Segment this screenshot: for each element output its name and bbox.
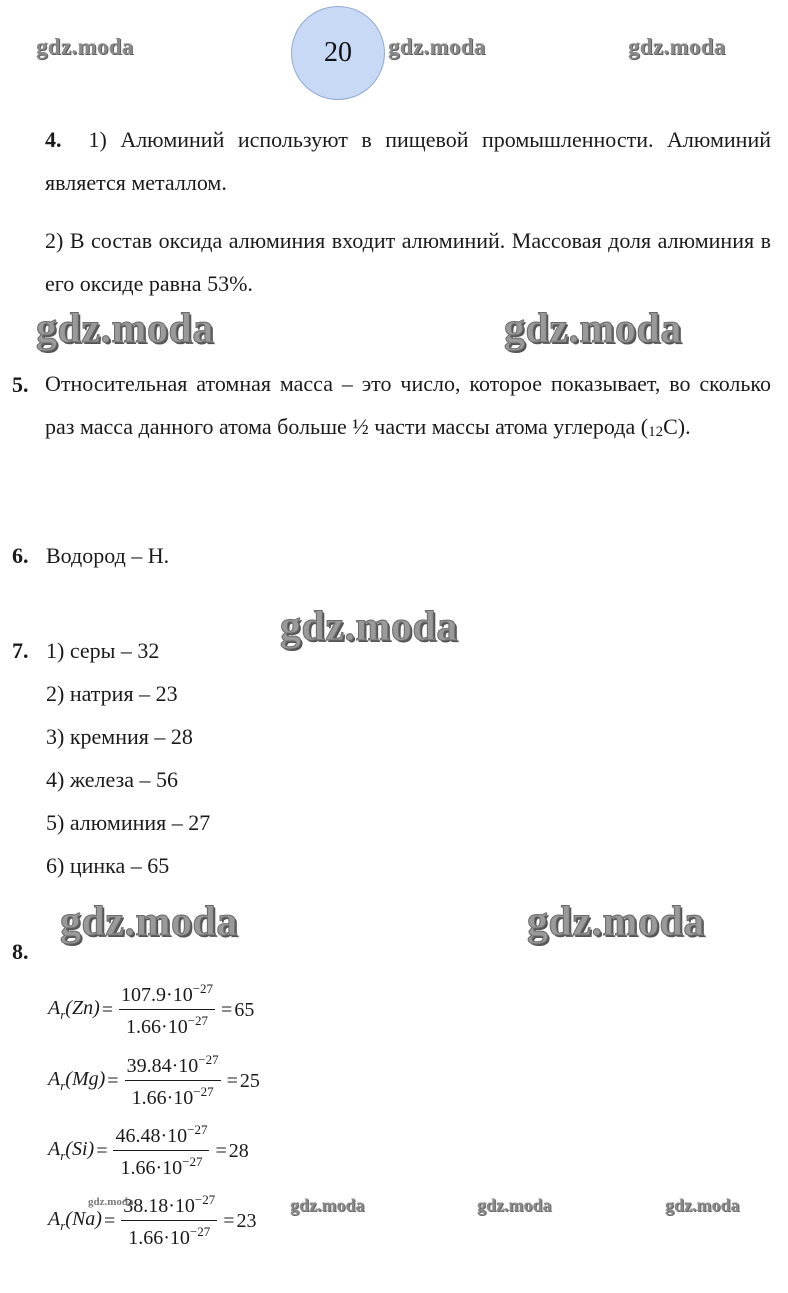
formula-na-result: 23 [236, 1209, 257, 1232]
watermark-large-center: gdz.moda [280, 604, 458, 650]
watermark-large-left: gdz.moda [36, 306, 214, 352]
formula-mg-num-exp: −27 [198, 1052, 219, 1067]
watermark-large-lower-left: gdz.moda [60, 899, 238, 945]
task4-number: 4. [45, 127, 62, 152]
watermark-bottom-2: gdz.moda [477, 1195, 552, 1215]
watermark-top-left: gdz.moda [36, 34, 134, 59]
formula-si-numerator: 46.48·10 [115, 1125, 188, 1147]
task6-number: 6. [12, 543, 29, 568]
formula-zn-numerator: 107.9·10 [121, 984, 193, 1006]
task7-item-4: 4) железа – 56 [46, 767, 178, 792]
task7-item-5: 5) алюминия – 27 [46, 810, 211, 835]
formula-mg-denominator: 1.66·10 [131, 1087, 194, 1109]
watermark-bottom-1: gdz.moda [290, 1195, 365, 1215]
formula-na: $A_r(Na)$ = $\frac{38.18\cdot 10^{-27}}{1.66\cdot 10^{-27}}$ = 23 [48, 1192, 257, 1249]
task4-paragraph-2: 2) В состав оксида алюминия входит алюминий. Массовая доля алюминия в его оксиде равна 53%. [45, 228, 771, 296]
formula-si-num-exp: −27 [187, 1122, 208, 1137]
formula-mg-den-exp: −27 [193, 1084, 214, 1099]
formula-na-numerator: 38.18·10 [123, 1195, 195, 1217]
page-number-badge: 20 [291, 6, 385, 100]
formula-si-element: Si [71, 1138, 88, 1160]
task4-text-1: 1) Алюминий используют в пищевой промышленности. Алюминий является металлом. [45, 127, 772, 195]
formula-si-den-exp: −27 [182, 1154, 203, 1169]
watermark-tiny: gdz.moda [88, 1196, 134, 1208]
formula-zn-den-exp: −27 [187, 1013, 209, 1028]
task7-item-6: 6) цинка – 65 [46, 853, 170, 878]
formula-zn-denominator: 1.66·10 [126, 1016, 188, 1038]
carbon-symbol: C [663, 414, 678, 439]
formula-si: $A_r(Si)$ = $\frac{46.48\cdot 10^{-27}}{1.66\cdot 10^{-27}}$ = 28 [48, 1122, 249, 1179]
formula-zn-element: Zn [71, 997, 94, 1019]
watermark-large-right: gdz.moda [504, 306, 682, 352]
formula-mg-element: Mg [71, 1068, 99, 1090]
formula-na-den-exp: −27 [189, 1224, 211, 1239]
formula-mg: $A_r(Mg)$ = $\frac{39.84\cdot 10^{-27}}{1.66\cdot 10^{-27}}$ = 25 [48, 1052, 260, 1109]
carbon-mass-number: 12 [648, 424, 664, 440]
formula-na-num-exp: −27 [194, 1192, 216, 1207]
formula-na-denominator: 1.66·10 [128, 1227, 190, 1249]
task7-number: 7. [12, 638, 29, 663]
task7-item-1: 1) серы – 32 [46, 638, 160, 663]
formula-zn-num-exp: −27 [192, 981, 214, 996]
task6-text: Водород – H. [46, 543, 170, 568]
formula-zn-result: 65 [234, 998, 255, 1021]
task5-number: 5. [12, 372, 29, 397]
task8-number: 8. [12, 939, 29, 964]
watermark-large-lower-right: gdz.moda [527, 899, 705, 945]
formula-mg-numerator: 39.84·10 [126, 1055, 199, 1077]
task5-text: Относительная атомная масса – это число, которое показывает, во сколько раз масса данного атома больше ½ части массы атома углерода ( [45, 371, 771, 439]
task7-item-2: 2) натрия – 23 [46, 681, 178, 706]
watermark-bottom-3: gdz.moda [665, 1195, 740, 1215]
task4-paragraph-1 [45, 118, 771, 204]
watermark-top-right: gdz.moda [628, 34, 726, 59]
task7-item-3: 3) кремния – 28 [46, 724, 193, 749]
watermark-top-center: gdz.moda [388, 34, 486, 59]
formula-mg-result: 25 [239, 1069, 260, 1092]
task5-paragraph [45, 362, 771, 454]
formula-si-result: 28 [228, 1139, 249, 1162]
formula-zn: $A_r(Zn)$ = $\frac{107.9\cdot 10^{-27}}{1.66\cdot 10^{-27}}$ = 65 [48, 981, 255, 1038]
formula-si-denominator: 1.66·10 [120, 1157, 183, 1179]
formula-na-element: Na [71, 1208, 96, 1230]
task5-text-end: ). [677, 414, 691, 439]
